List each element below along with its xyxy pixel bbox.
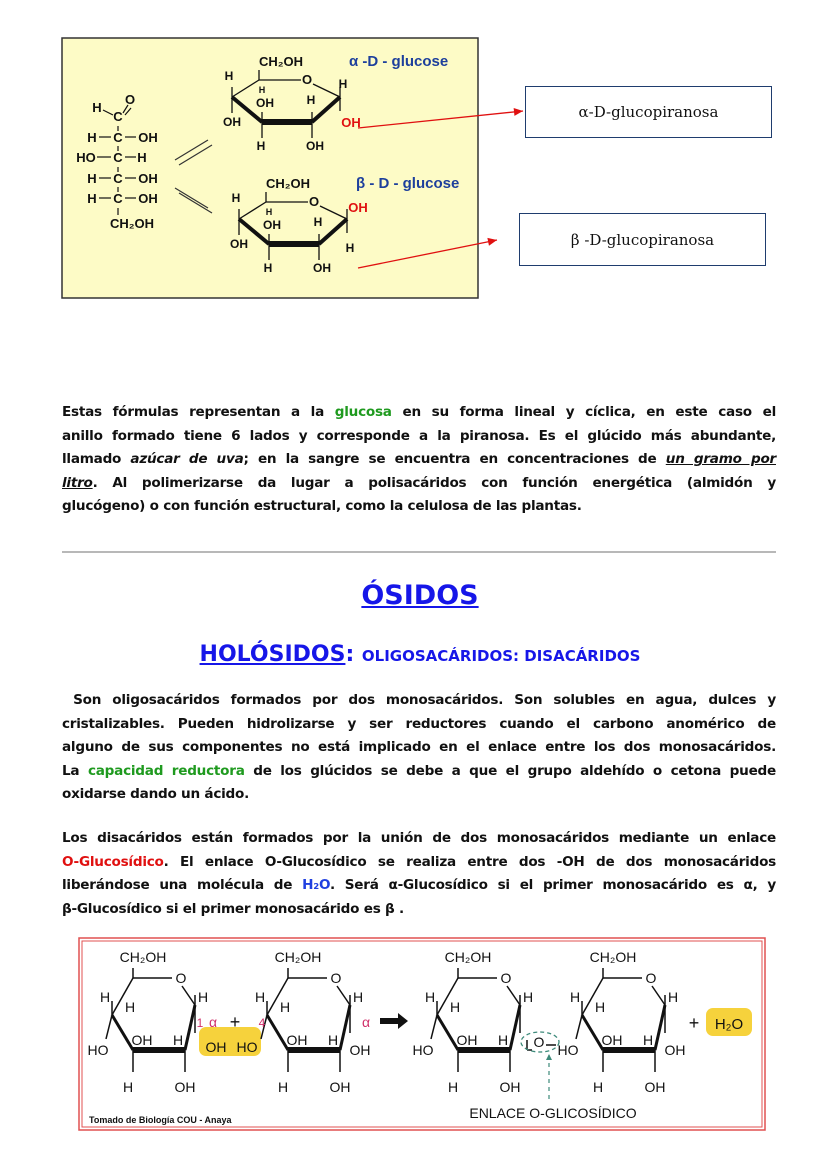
atom-label: CH₂OH <box>265 176 311 191</box>
atom-label: CH₂OH <box>444 949 492 965</box>
atom-label: OH <box>138 171 158 186</box>
atom-label: OH <box>174 1079 196 1095</box>
atom-label: O <box>175 970 187 986</box>
atom-label: O <box>500 970 512 986</box>
anomer-title: β - D - glucose <box>356 175 460 192</box>
atom-label: O <box>301 72 313 87</box>
atom-label: H <box>87 171 97 186</box>
atom-label: HO <box>87 1042 109 1058</box>
atom-label: OH <box>306 139 324 153</box>
atom-label: H <box>87 191 97 206</box>
atom-label: CH₂OH <box>119 949 167 965</box>
atom-label: OH <box>230 237 248 251</box>
atom-label: H <box>254 989 266 1005</box>
atom-label: H <box>497 1032 509 1048</box>
section-title: ÓSIDOS <box>361 580 479 611</box>
atom-label: H <box>277 1079 289 1095</box>
atom-label: H <box>667 989 679 1005</box>
atom-label: O <box>124 92 136 107</box>
text-segment: de los glúcidos se debe a que el grupo aldehído o cetona puede <box>244 762 776 779</box>
text-segment: oxidarse dando un ácido. <box>62 786 250 802</box>
atom-label: C <box>113 191 123 206</box>
atom-label: H <box>594 999 606 1015</box>
alpha-mark: α <box>208 1014 218 1030</box>
text-segment: azúcar de uva <box>130 451 244 467</box>
atom-label: OH <box>664 1042 686 1058</box>
text-segment: O-Glucosídico <box>62 853 164 870</box>
atom-label: OH <box>329 1079 351 1095</box>
figure-caption: Tomado de Biología COU - Anaya <box>89 1115 232 1125</box>
atom-label: H <box>327 1032 339 1048</box>
atom-label: H <box>522 989 534 1005</box>
atom-label: OH <box>138 191 158 206</box>
atom-label: H <box>338 77 348 91</box>
atom-label: H <box>306 93 316 107</box>
atom-label: OH <box>286 1032 308 1048</box>
anomeric-oh-label: OH <box>341 115 361 130</box>
label-beta-glucopyranose: β -D-glucopiranosa <box>519 213 766 266</box>
plus-sign: + <box>229 1012 241 1032</box>
text-segment: glucógeno) o con función estructural, como la celulosa de las plantas. <box>62 498 582 514</box>
atom-label: H <box>224 69 234 83</box>
text-segment: β-Glucosídico si el primer monosacárido es β . <box>62 900 404 917</box>
plus-sign: + <box>688 1013 700 1033</box>
atom-label: C <box>113 171 123 186</box>
atom-label: C <box>113 150 123 165</box>
atom-label: H <box>231 191 241 205</box>
text-segment: litro <box>62 474 93 491</box>
atom-label: OH <box>644 1079 666 1095</box>
text-segment: . Será α-Glucosídico si el primer monosacárido es α, y <box>329 877 776 893</box>
text-segment: glucosa <box>334 404 392 420</box>
atom-label: H <box>313 215 323 229</box>
atom-label: O <box>330 970 342 986</box>
atom-label: H <box>137 150 147 165</box>
atom-label: H <box>92 100 102 115</box>
atom-label: H <box>124 999 136 1015</box>
subtitle-rest: OLIGOSACÁRIDOS: DISACÁRIDOS <box>361 647 641 665</box>
atom-label: OH <box>131 1032 153 1048</box>
atom-label: H <box>447 1079 459 1095</box>
label-alpha-glucopyranose: α-D-glucopiranosa <box>525 86 772 138</box>
highlighted-oh: OH <box>205 1039 227 1055</box>
atom-label: CH₂OH <box>109 216 155 231</box>
atom-label: CH₂OH <box>589 949 637 965</box>
carbon-number-1: 1 <box>196 1016 204 1030</box>
atom-label: H <box>592 1079 604 1095</box>
text-segment: Son oligosacáridos formados por dos monosacáridos. Son solubles en agua, dulces y <box>62 692 776 708</box>
atom-label: O <box>645 970 657 986</box>
atom-label: OH <box>223 115 241 129</box>
text-segment: La <box>62 762 88 779</box>
subtitle-main: HOLÓSIDOS <box>199 642 346 667</box>
atom-label: H <box>263 261 273 275</box>
atom-label: HO <box>557 1042 579 1058</box>
atom-label: H <box>256 139 266 153</box>
anomer-title: α -D - glucose <box>349 53 449 70</box>
atom-label: OH <box>138 130 158 145</box>
text-segment: capacidad reductora <box>87 762 245 779</box>
atom-label: C <box>113 109 123 124</box>
atom-label: H <box>345 241 355 255</box>
atom-label: H <box>424 989 436 1005</box>
text-segment: cristalizables. Pueden hidrolizarse y ser reductores cuando el carbono anomérico de <box>62 715 776 732</box>
text-segment: . Al polimerizarse da lugar a polisacáridos con función energética (almidón y <box>92 474 776 491</box>
atom-label: H <box>197 989 209 1005</box>
atom-label: H <box>279 999 291 1015</box>
atom-label: H <box>449 999 461 1015</box>
text-segment: ; en la sangre se encuentra en concentraciones de <box>243 451 666 467</box>
text-segment: Los disacáridos están formados por la unión de dos monosacáridos mediante un enlace <box>62 830 776 846</box>
atom-label: HO <box>76 150 96 165</box>
carbon-number-4: 4 <box>258 1016 266 1030</box>
atom-label: OH <box>456 1032 478 1048</box>
anomeric-oh-label: OH <box>348 200 368 215</box>
atom-label: C <box>113 130 123 145</box>
atom-label: H <box>87 130 97 145</box>
atom-label: H <box>122 1079 134 1095</box>
text-segment: . El enlace O-Glucosídico se realiza entre dos -OH de dos monosacáridos <box>163 853 776 870</box>
text-segment: alguno de sus componentes no está implicado en el enlace entre los dos monosacáridos. <box>62 739 776 755</box>
subtitle-sep: : <box>345 642 362 667</box>
text-segment: en su forma lineal y cíclica, en este caso el <box>391 404 776 420</box>
bridge-oxygen: O <box>533 1034 545 1050</box>
atom-label: H <box>569 989 581 1005</box>
atom-label: H <box>258 85 266 95</box>
atom-label: OH <box>313 261 331 275</box>
atom-label: H <box>172 1032 184 1048</box>
atom-label: OH <box>263 218 281 232</box>
text-segment: anillo formado tiene 6 lados y corresponde a la piranosa. Es el glúcido más abundante, <box>62 427 776 444</box>
atom-label: HO <box>412 1042 434 1058</box>
atom-label: H <box>265 207 273 217</box>
atom-label: OH <box>499 1079 521 1095</box>
bond-label: ENLACE O-GLICOSÍDICO <box>469 1105 637 1121</box>
text-segment: un gramo por <box>665 451 776 467</box>
water-label: H₂O <box>714 1016 744 1033</box>
atom-label: H <box>99 989 111 1005</box>
text-segment: liberándose una molécula de <box>62 877 303 893</box>
atom-label: OH <box>601 1032 623 1048</box>
atom-label: OH <box>349 1042 371 1058</box>
atom-label: CH₂OH <box>258 54 304 69</box>
highlighted-ho: HO <box>236 1039 258 1055</box>
text-segment: Estas fórmulas representan a la <box>62 404 335 420</box>
atom-label: O <box>308 194 320 209</box>
atom-label: CH₂OH <box>274 949 322 965</box>
text-segment: llamado <box>62 451 131 467</box>
text-segment: H₂O <box>302 877 330 893</box>
atom-label: H <box>642 1032 654 1048</box>
atom-label: OH <box>256 96 274 110</box>
alpha-mark: α <box>361 1014 371 1030</box>
atom-label: H <box>352 989 364 1005</box>
